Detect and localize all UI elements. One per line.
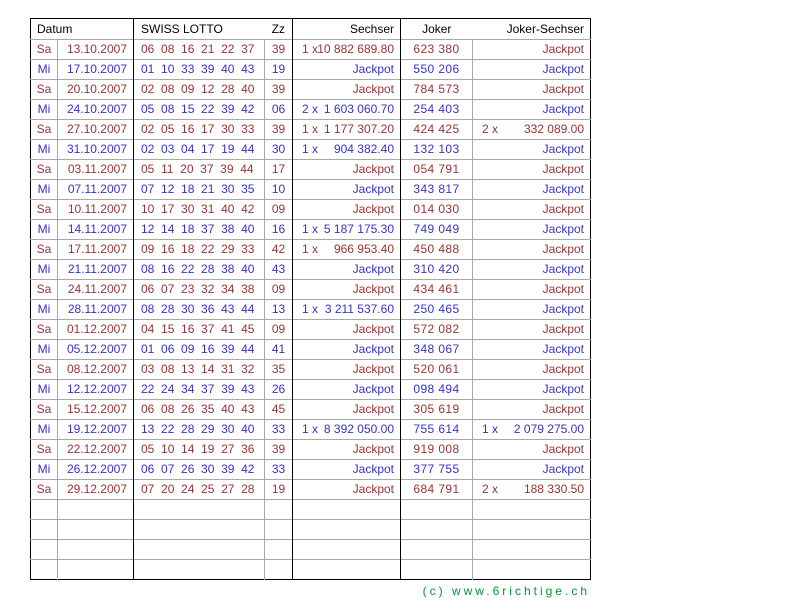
cell-lotto-numbers: 22 24 34 37 39 43 (134, 380, 265, 400)
cell-day (31, 520, 58, 540)
cell-date (58, 520, 134, 540)
cell-sechser (293, 80, 401, 100)
cell-zusatzzahl (265, 560, 293, 580)
cell-joker-sechser (473, 220, 591, 240)
table-row (31, 340, 591, 360)
cell-joker: 784 573 (401, 80, 473, 100)
header-joker-sechser: Joker-Sechser (506, 21, 584, 36)
cell-date: 17.11.2007 (58, 240, 134, 260)
cell-lotto-numbers (134, 540, 265, 560)
cell-lotto-numbers: 01 10 33 39 40 43 (134, 60, 265, 80)
cell-day: Sa (31, 40, 58, 60)
cell-joker-sechser (473, 180, 591, 200)
sechser-amount: 966 953.40 (333, 242, 394, 256)
cell-sechser (293, 540, 401, 560)
header-swiss-lotto: SWISS LOTTO (134, 19, 265, 40)
cell-joker-sechser (473, 280, 591, 300)
cell-joker-sechser (473, 80, 591, 100)
cell-zusatzzahl: 43 (265, 260, 293, 280)
header-datum: Datum (37, 21, 73, 36)
joker-sechser-amount: Jackpot (542, 442, 584, 456)
joker-sechser-amount: Jackpot (542, 162, 584, 176)
sechser-amount: Jackpot (352, 322, 394, 336)
cell-zusatzzahl: 45 (265, 400, 293, 420)
cell-joker: 919 008 (401, 440, 473, 460)
cell-zusatzzahl: 26 (265, 380, 293, 400)
cell-zusatzzahl: 19 (265, 480, 293, 500)
cell-date: 13.10.2007 (58, 40, 134, 60)
joker-sechser-amount: Jackpot (542, 242, 584, 256)
sechser-multiplier: 1 x (302, 42, 319, 56)
joker-sechser-amount: Jackpot (542, 82, 584, 96)
cell-joker-sechser (473, 420, 591, 440)
cell-day: Sa (31, 320, 58, 340)
cell-lotto-numbers: 06 08 16 21 22 37 (134, 40, 265, 60)
cell-joker: 132 103 (401, 140, 473, 160)
cell-day: Mi (31, 180, 58, 200)
cell-lotto-numbers (134, 500, 265, 520)
joker-sechser-amount: Jackpot (542, 362, 584, 376)
cell-day: Mi (31, 60, 58, 80)
joker-sechser-amount: Jackpot (542, 302, 584, 316)
cell-joker: 424 425 (401, 120, 473, 140)
cell-date: 19.12.2007 (58, 420, 134, 440)
sechser-multiplier: 1 x (302, 242, 319, 256)
cell-date: 01.12.2007 (58, 320, 134, 340)
cell-sechser (293, 340, 401, 360)
joker-sechser-amount: Jackpot (542, 182, 584, 196)
cell-day: Mi (31, 260, 58, 280)
cell-zusatzzahl: 30 (265, 140, 293, 160)
table-row (31, 280, 591, 300)
cell-date: 22.12.2007 (58, 440, 134, 460)
cell-joker: 054 791 (401, 160, 473, 180)
sechser-multiplier: 1 x (302, 422, 319, 436)
cell-lotto-numbers: 10 17 30 31 40 42 (134, 200, 265, 220)
cell-date: 26.12.2007 (58, 460, 134, 480)
sechser-multiplier: 1 x (302, 122, 319, 136)
header-joker: Joker (401, 19, 473, 40)
joker-sechser-amount: Jackpot (542, 262, 584, 276)
cell-date (58, 540, 134, 560)
cell-joker: 550 206 (401, 60, 473, 80)
cell-day: Sa (31, 400, 58, 420)
cell-zusatzzahl: 42 (265, 240, 293, 260)
header-zz: Zz (271, 21, 285, 36)
cell-sechser (293, 260, 401, 280)
cell-day: Mi (31, 140, 58, 160)
cell-joker: 254 403 (401, 100, 473, 120)
joker-sechser-amount: Jackpot (542, 202, 584, 216)
cell-day: Sa (31, 240, 58, 260)
cell-lotto-numbers: 05 11 20 37 39 44 (134, 160, 265, 180)
cell-zusatzzahl: 10 (265, 180, 293, 200)
cell-lotto-numbers: 06 08 26 35 40 43 (134, 400, 265, 420)
sechser-amount: Jackpot (352, 62, 394, 76)
cell-joker-sechser (473, 440, 591, 460)
cell-joker-sechser (473, 200, 591, 220)
cell-day: Sa (31, 440, 58, 460)
cell-day: Sa (31, 360, 58, 380)
cell-day: Sa (31, 120, 58, 140)
joker-sechser-multiplier: 2 x (482, 122, 499, 136)
cell-zusatzzahl: 39 (265, 120, 293, 140)
header-row (31, 19, 591, 40)
joker-sechser-amount: Jackpot (542, 462, 584, 476)
joker-sechser-amount: Jackpot (542, 42, 584, 56)
sechser-amount: 904 382.40 (333, 142, 394, 156)
cell-zusatzzahl: 33 (265, 460, 293, 480)
cell-lotto-numbers: 12 14 18 37 38 40 (134, 220, 265, 240)
joker-sechser-amount: 332 089.00 (523, 122, 584, 136)
cell-joker-sechser (473, 500, 591, 520)
cell-joker-sechser (473, 120, 591, 140)
cell-zusatzzahl: 19 (265, 60, 293, 80)
cell-zusatzzahl: 09 (265, 200, 293, 220)
cell-day (31, 540, 58, 560)
cell-joker: 377 755 (401, 460, 473, 480)
table-row (31, 220, 591, 240)
cell-date: 29.12.2007 (58, 480, 134, 500)
cell-zusatzzahl: 35 (265, 360, 293, 380)
cell-zusatzzahl: 06 (265, 100, 293, 120)
cell-date: 08.12.2007 (58, 360, 134, 380)
cell-sechser (293, 60, 401, 80)
cell-joker: 572 082 (401, 320, 473, 340)
cell-sechser (293, 120, 401, 140)
sechser-amount: Jackpot (352, 262, 394, 276)
cell-sechser (293, 320, 401, 340)
cell-joker-sechser (473, 60, 591, 80)
cell-day: Mi (31, 100, 58, 120)
cell-joker-sechser (473, 560, 591, 580)
empty-row (31, 540, 591, 560)
cell-lotto-numbers: 08 16 22 28 38 40 (134, 260, 265, 280)
cell-zusatzzahl: 13 (265, 300, 293, 320)
cell-lotto-numbers: 02 05 16 17 30 33 (134, 120, 265, 140)
cell-zusatzzahl: 41 (265, 340, 293, 360)
cell-lotto-numbers: 07 12 18 21 30 35 (134, 180, 265, 200)
cell-sechser (293, 240, 401, 260)
cell-sechser (293, 200, 401, 220)
cell-lotto-numbers (134, 520, 265, 540)
table-row (31, 180, 591, 200)
cell-lotto-numbers: 05 10 14 19 27 36 (134, 440, 265, 460)
sechser-amount: Jackpot (352, 162, 394, 176)
sechser-multiplier: 1 x (302, 222, 319, 236)
cell-day: Sa (31, 280, 58, 300)
sechser-multiplier: 1 x (302, 142, 319, 156)
cell-date: 03.11.2007 (58, 160, 134, 180)
cell-joker: 348 067 (401, 340, 473, 360)
table-row (31, 60, 591, 80)
sechser-amount: Jackpot (352, 362, 394, 376)
cell-sechser (293, 180, 401, 200)
cell-lotto-numbers: 04 15 16 37 41 45 (134, 320, 265, 340)
sechser-amount: Jackpot (352, 342, 394, 356)
joker-sechser-amount: Jackpot (542, 142, 584, 156)
sechser-amount: 10 882 689.80 (317, 42, 394, 56)
table-row (31, 440, 591, 460)
sechser-multiplier: 2 x (302, 102, 319, 116)
cell-date: 28.11.2007 (58, 300, 134, 320)
cell-zusatzzahl: 39 (265, 440, 293, 460)
cell-lotto-numbers (134, 560, 265, 580)
sechser-amount: Jackpot (352, 82, 394, 96)
cell-joker: 305 619 (401, 400, 473, 420)
table-row (31, 140, 591, 160)
table-row (31, 80, 591, 100)
cell-joker-sechser (473, 40, 591, 60)
cell-lotto-numbers: 05 08 15 22 39 42 (134, 100, 265, 120)
table-row (31, 420, 591, 440)
cell-day (31, 500, 58, 520)
cell-day (31, 560, 58, 580)
cell-lotto-numbers: 13 22 28 29 30 40 (134, 420, 265, 440)
cell-zusatzzahl: 17 (265, 160, 293, 180)
joker-sechser-amount: 188 330.50 (523, 482, 584, 496)
cell-zusatzzahl (265, 500, 293, 520)
cell-joker: 250 465 (401, 300, 473, 320)
cell-day: Mi (31, 380, 58, 400)
sechser-amount: Jackpot (352, 442, 394, 456)
joker-sechser-multiplier: 1 x (482, 422, 499, 436)
cell-zusatzzahl (265, 520, 293, 540)
cell-zusatzzahl: 39 (265, 40, 293, 60)
cell-lotto-numbers: 07 20 24 25 27 28 (134, 480, 265, 500)
cell-joker: 755 614 (401, 420, 473, 440)
cell-date (58, 500, 134, 520)
cell-joker: 098 494 (401, 380, 473, 400)
cell-date: 24.10.2007 (58, 100, 134, 120)
cell-joker: 310 420 (401, 260, 473, 280)
cell-joker-sechser (473, 360, 591, 380)
cell-day: Sa (31, 160, 58, 180)
cell-zusatzzahl: 09 (265, 280, 293, 300)
table-row (31, 100, 591, 120)
cell-joker-sechser (473, 340, 591, 360)
cell-joker-sechser (473, 160, 591, 180)
cell-date: 12.12.2007 (58, 380, 134, 400)
cell-lotto-numbers: 08 28 30 36 43 44 (134, 300, 265, 320)
cell-lotto-numbers: 06 07 23 32 34 38 (134, 280, 265, 300)
cell-date: 31.10.2007 (58, 140, 134, 160)
sechser-amount: Jackpot (352, 462, 394, 476)
cell-sechser (293, 140, 401, 160)
cell-joker-sechser (473, 380, 591, 400)
cell-joker (401, 560, 473, 580)
empty-row (31, 560, 591, 580)
cell-sechser (293, 560, 401, 580)
sechser-amount: Jackpot (352, 482, 394, 496)
joker-sechser-amount: Jackpot (542, 382, 584, 396)
cell-joker-sechser (473, 480, 591, 500)
cell-joker: 520 061 (401, 360, 473, 380)
cell-sechser (293, 520, 401, 540)
cell-joker-sechser (473, 540, 591, 560)
table-row (31, 380, 591, 400)
table-row (31, 240, 591, 260)
cell-date: 07.11.2007 (58, 180, 134, 200)
cell-joker-sechser (473, 100, 591, 120)
cell-joker-sechser (473, 260, 591, 280)
joker-sechser-multiplier: 2 x (482, 482, 499, 496)
sechser-amount: 8 392 050.00 (323, 422, 394, 436)
lotto-results-table (30, 18, 591, 580)
cell-joker-sechser (473, 140, 591, 160)
cell-joker (401, 500, 473, 520)
cell-sechser (293, 100, 401, 120)
footer-copyright: (c) www.6richtige.ch (422, 584, 590, 598)
cell-sechser (293, 440, 401, 460)
lotto-results-page (30, 18, 591, 598)
cell-joker: 749 049 (401, 220, 473, 240)
cell-joker: 014 030 (401, 200, 473, 220)
cell-lotto-numbers: 02 03 04 17 19 44 (134, 140, 265, 160)
cell-joker: 623 380 (401, 40, 473, 60)
cell-joker (401, 520, 473, 540)
joker-sechser-amount: Jackpot (542, 282, 584, 296)
cell-date: 10.11.2007 (58, 200, 134, 220)
cell-zusatzzahl: 09 (265, 320, 293, 340)
joker-sechser-amount: Jackpot (542, 402, 584, 416)
table-row (31, 300, 591, 320)
table-row (31, 480, 591, 500)
table-row (31, 40, 591, 60)
cell-lotto-numbers: 06 07 26 30 39 42 (134, 460, 265, 480)
cell-sechser (293, 220, 401, 240)
cell-day: Mi (31, 300, 58, 320)
cell-date (58, 560, 134, 580)
table-row (31, 160, 591, 180)
cell-joker-sechser (473, 460, 591, 480)
cell-day: Sa (31, 480, 58, 500)
cell-date: 24.11.2007 (58, 280, 134, 300)
cell-date: 05.12.2007 (58, 340, 134, 360)
sechser-amount: Jackpot (352, 282, 394, 296)
cell-date: 21.11.2007 (58, 260, 134, 280)
sechser-amount: 3 211 537.60 (324, 302, 394, 316)
joker-sechser-amount: Jackpot (542, 62, 584, 76)
cell-lotto-numbers: 02 08 09 12 28 40 (134, 80, 265, 100)
cell-zusatzzahl: 39 (265, 80, 293, 100)
cell-sechser (293, 360, 401, 380)
joker-sechser-amount: Jackpot (542, 222, 584, 236)
header-sechser: Sechser (293, 19, 401, 40)
cell-date: 15.12.2007 (58, 400, 134, 420)
cell-sechser (293, 500, 401, 520)
cell-date: 20.10.2007 (58, 80, 134, 100)
cell-day: Mi (31, 460, 58, 480)
cell-day: Sa (31, 80, 58, 100)
cell-sechser (293, 420, 401, 440)
joker-sechser-amount: Jackpot (542, 322, 584, 336)
cell-day: Mi (31, 340, 58, 360)
cell-joker: 343 817 (401, 180, 473, 200)
sechser-amount: 1 603 060.70 (323, 102, 394, 116)
cell-lotto-numbers: 01 06 09 16 39 44 (134, 340, 265, 360)
cell-day: Sa (31, 200, 58, 220)
table-row (31, 200, 591, 220)
table-row (31, 260, 591, 280)
cell-joker: 450 488 (401, 240, 473, 260)
cell-sechser (293, 300, 401, 320)
joker-sechser-amount: Jackpot (542, 342, 584, 356)
cell-date: 17.10.2007 (58, 60, 134, 80)
cell-joker (401, 540, 473, 560)
cell-date: 27.10.2007 (58, 120, 134, 140)
cell-lotto-numbers: 03 08 13 14 31 32 (134, 360, 265, 380)
sechser-amount: Jackpot (352, 202, 394, 216)
cell-lotto-numbers: 09 16 18 22 29 33 (134, 240, 265, 260)
sechser-amount: Jackpot (352, 382, 394, 396)
cell-joker-sechser (473, 320, 591, 340)
cell-sechser (293, 280, 401, 300)
cell-joker-sechser (473, 300, 591, 320)
cell-sechser (293, 400, 401, 420)
cell-sechser (293, 460, 401, 480)
cell-zusatzzahl (265, 540, 293, 560)
table-row (31, 360, 591, 380)
cell-sechser (293, 380, 401, 400)
sechser-amount: 5 187 175.30 (323, 222, 394, 236)
cell-joker: 434 461 (401, 280, 473, 300)
cell-sechser (293, 480, 401, 500)
table-row (31, 320, 591, 340)
empty-row (31, 500, 591, 520)
sechser-amount: Jackpot (352, 182, 394, 196)
table-row (31, 460, 591, 480)
joker-sechser-amount: 2 079 275.00 (513, 422, 584, 436)
cell-zusatzzahl: 33 (265, 420, 293, 440)
joker-sechser-amount: Jackpot (542, 102, 584, 116)
cell-joker-sechser (473, 400, 591, 420)
cell-joker-sechser (473, 520, 591, 540)
cell-joker: 684 791 (401, 480, 473, 500)
sechser-amount: 1 177 307.20 (323, 122, 394, 136)
empty-row (31, 520, 591, 540)
cell-day: Mi (31, 420, 58, 440)
cell-joker-sechser (473, 240, 591, 260)
cell-date: 14.11.2007 (58, 220, 134, 240)
sechser-amount: Jackpot (352, 402, 394, 416)
sechser-multiplier: 1 x (302, 302, 319, 316)
cell-zusatzzahl: 16 (265, 220, 293, 240)
cell-sechser (293, 40, 401, 60)
table-row (31, 400, 591, 420)
table-row (31, 120, 591, 140)
cell-day: Mi (31, 220, 58, 240)
cell-sechser (293, 160, 401, 180)
